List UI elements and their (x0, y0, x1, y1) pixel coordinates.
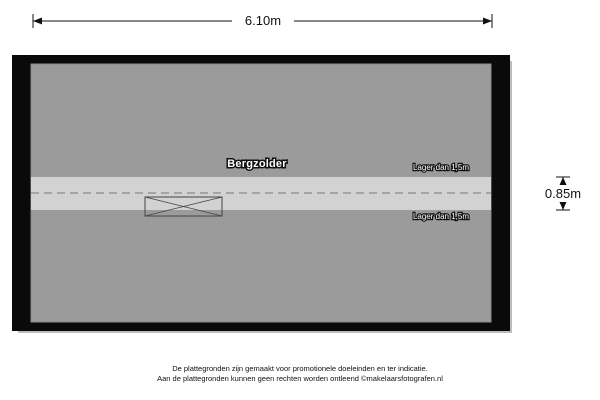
footer-disclaimer-line-2: Aan de plattegronden kunnen geen rechten worden ontleend ©makelaarsfotografen.nl (157, 374, 443, 383)
room-label: Bergzolder (227, 158, 287, 170)
height-dimension (545, 177, 581, 210)
width-dimension-label: 6.10m (244, 13, 282, 28)
height-dimension-label: 0.85m (544, 186, 582, 201)
width-dimension-left-arrow (33, 18, 42, 25)
note-label-upper: Lager dan 1,5m (412, 163, 470, 172)
height-dimension-top-arrow (560, 177, 567, 185)
width-dimension (33, 12, 492, 28)
note-label-lower: Lager dan 1,5m (412, 212, 470, 221)
height-dimension-bottom-arrow (560, 202, 567, 210)
width-dimension-right-arrow (483, 18, 492, 25)
footer-disclaimer-line-1: De plattegronden zijn gemaakt voor promotionele doeleinden en ter indicatie. (172, 364, 428, 373)
